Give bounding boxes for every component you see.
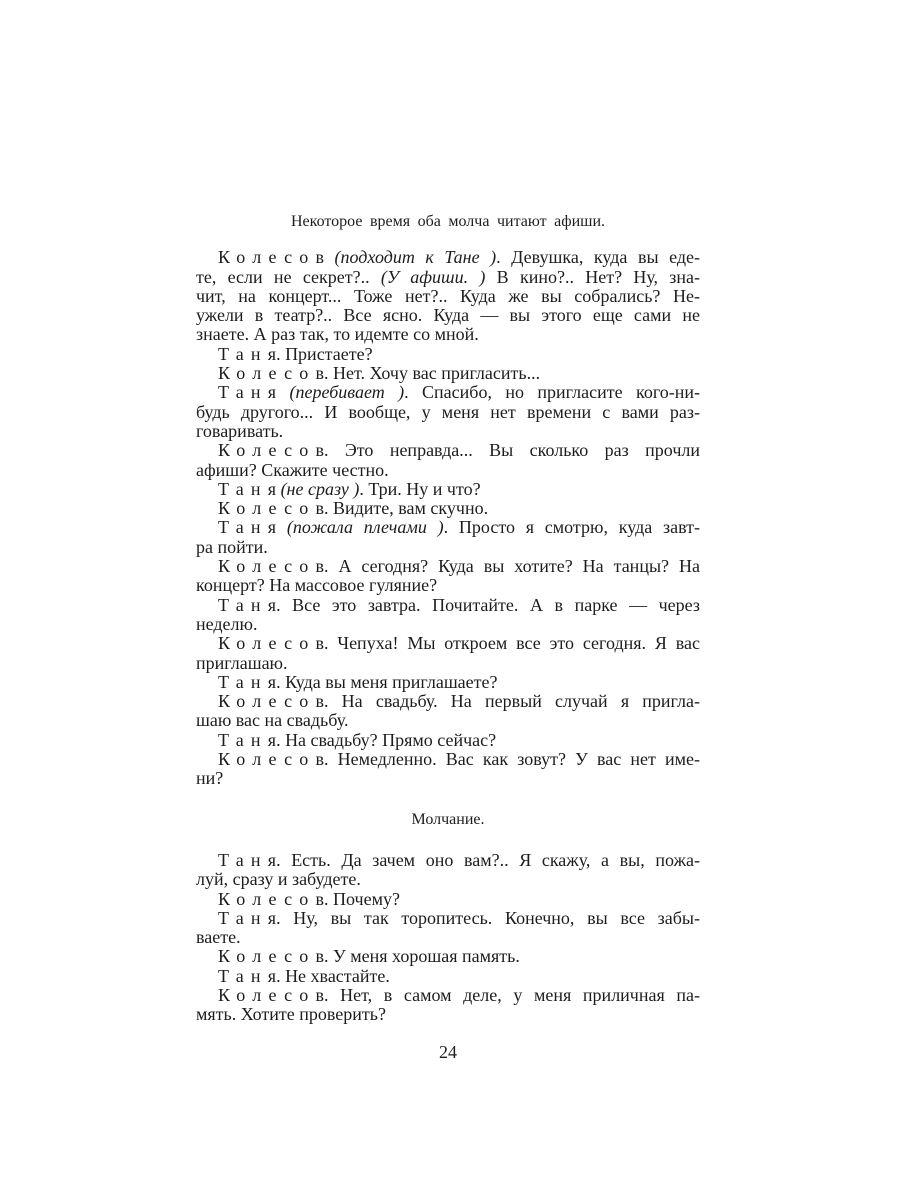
- stage-direction: [196, 810, 700, 829]
- character-name: Колесов: [218, 498, 332, 519]
- paragraph: [196, 909, 700, 948]
- character-name: Колесов: [218, 440, 332, 461]
- paragraph: [196, 890, 700, 909]
- dialogue-text: . Девушка, куда вы еде-: [496, 247, 700, 268]
- paragraph: [196, 441, 700, 480]
- character-name: Колесов: [218, 984, 332, 1005]
- paragraph: [196, 673, 700, 692]
- stage-note-inline: (перебивает ): [289, 382, 405, 403]
- paragraph: [196, 947, 700, 966]
- dialogue-text: те, если не секрет?..: [196, 266, 381, 287]
- text-line: [196, 870, 700, 889]
- character-name: Колесов: [218, 247, 332, 268]
- dialogue-text: . А сегодня? Куда вы хотите? На танцы? На: [324, 556, 700, 577]
- stage-direction: [196, 212, 700, 231]
- dialogue-text: . Спасибо, но пригласите кого-ни-: [404, 382, 701, 403]
- page-number: 24: [439, 1042, 457, 1062]
- text-line: [196, 268, 700, 287]
- dialogue-text: . Почему?: [324, 888, 400, 909]
- text-line: [196, 890, 700, 909]
- dialogue-text: [276, 517, 287, 537]
- dialogue-text: чит, на концерт... Тоже нет?.. Куда же вы собрались? Не-: [196, 285, 700, 306]
- text-line: [196, 711, 700, 730]
- paragraph: [196, 731, 700, 750]
- dialogue-text: неделю.: [196, 613, 258, 634]
- paragraph: [196, 750, 700, 789]
- text-line: [196, 287, 700, 306]
- paragraph: [196, 692, 700, 731]
- dialogue-text: В кино?.. Нет? Ну, зна-: [485, 266, 701, 287]
- dialogue-text: луй, сразу и забудете.: [196, 869, 361, 890]
- paragraph: [196, 345, 700, 364]
- character-name: Таня: [218, 343, 284, 364]
- text-line: [196, 480, 700, 499]
- text-line: [196, 596, 700, 615]
- text-line: [196, 673, 700, 692]
- dialogue-text: будь другого... И вообще, у меня нет времени с вами раз-: [196, 401, 700, 422]
- text-line: [196, 325, 700, 344]
- text-line: [196, 731, 700, 750]
- dialogue-text: . У меня хорошая память.: [324, 946, 520, 967]
- text-line: [196, 750, 700, 769]
- character-name: Колесов: [218, 946, 332, 967]
- dialogue-text: . Пристаете?: [276, 343, 373, 364]
- character-name: Таня: [218, 594, 284, 615]
- character-name: Колесов: [218, 363, 332, 384]
- character-name: Таня: [218, 729, 284, 750]
- dialogue-text: ваете.: [196, 927, 241, 948]
- text-line: [196, 769, 700, 788]
- paragraph: [196, 383, 700, 441]
- dialogue-text: говаривать.: [196, 420, 284, 441]
- stage-direction-text: Молчание.: [411, 810, 485, 828]
- dialogue-text: ужели в театр?.. Все ясно. Куда — вы этого еще сами не: [196, 305, 700, 326]
- character-name: Таня: [218, 478, 284, 499]
- text-line: [196, 634, 700, 653]
- character-name: Таня: [218, 965, 284, 986]
- dialogue-text: ни?: [196, 768, 224, 789]
- text-line: [196, 851, 700, 870]
- character-name: Таня: [218, 671, 284, 692]
- dialogue-text: . Все это завтра. Почитайте. А в парке — через: [276, 594, 700, 615]
- text-line: [196, 518, 700, 537]
- character-name: Таня: [218, 517, 284, 538]
- text-line: [196, 441, 700, 460]
- text-line: [196, 557, 700, 576]
- character-name: Колесов: [218, 888, 332, 909]
- text-block: [196, 212, 700, 1025]
- dialogue-text: ра пойти.: [196, 536, 268, 557]
- dialogue-text: знаете. А раз так, то идемте со мной.: [196, 324, 479, 345]
- dialogue-text: . На свадьбу? Прямо сейчас?: [276, 729, 497, 750]
- text-line: [196, 383, 700, 402]
- text-line: [196, 248, 700, 267]
- text-line: [196, 212, 700, 231]
- text-line: [196, 422, 700, 441]
- paragraph: [196, 967, 700, 986]
- text-line: [196, 928, 700, 947]
- paragraph: [196, 480, 700, 499]
- dialogue-text: [324, 247, 335, 267]
- dialogue-text: . Это неправда... Вы сколько раз прочли: [324, 440, 700, 461]
- dialogue-text: концерт? На массовое гуляние?: [196, 575, 438, 596]
- dialogue-text: . На свадьбу. На первый случай я пригла-: [324, 691, 700, 712]
- text-line: [196, 810, 700, 829]
- character-name: Колесов: [218, 749, 332, 770]
- text-line: [196, 306, 700, 325]
- dialogue-text: . Чепуха! Мы откроем все это сегодня. Я вас: [324, 633, 700, 654]
- text-line: [196, 967, 700, 986]
- paragraph: [196, 364, 700, 383]
- character-name: Таня: [218, 849, 284, 870]
- text-line: [196, 576, 700, 595]
- stage-note-inline: (подходит к Тане ): [334, 247, 497, 268]
- text-line: [196, 909, 700, 928]
- paragraph: [196, 851, 700, 890]
- paragraph: [196, 986, 700, 1025]
- dialogue-text: . Видите, вам скучно.: [324, 498, 489, 519]
- stage-note-inline: (не сразу ): [280, 478, 360, 499]
- paragraph: [196, 499, 700, 518]
- character-name: Колесов: [218, 556, 332, 577]
- text-line: [196, 692, 700, 711]
- text-line: [196, 654, 700, 673]
- text-line: [196, 1005, 700, 1024]
- dialogue-text: . Нет, в самом деле, у меня приличная па-: [324, 984, 700, 1005]
- text-line: [196, 403, 700, 422]
- paragraph: [196, 248, 700, 344]
- text-line: [196, 986, 700, 1005]
- dialogue-text: афиши? Скажите честно.: [196, 459, 389, 480]
- dialogue-text: . Три. Ну и что?: [359, 478, 481, 499]
- character-name: Колесов: [218, 633, 332, 654]
- character-name: Таня: [218, 907, 284, 928]
- character-name: Таня: [218, 382, 284, 403]
- text-line: [196, 947, 700, 966]
- stage-direction-text: Некоторое время оба молча читают афиши.: [290, 213, 606, 230]
- text-line: [196, 499, 700, 518]
- text-line: [196, 345, 700, 364]
- dialogue-text: . Просто я смотрю, куда завт-: [443, 517, 700, 538]
- dialogue-text: шаю вас на свадьбу.: [196, 710, 349, 731]
- dialogue-text: мять. Хотите проверить?: [196, 1004, 386, 1025]
- dialogue-text: . Нет. Хочу вас пригласить...: [324, 363, 541, 384]
- text-line: [196, 615, 700, 634]
- dialogue-text: . Не хвастайте.: [276, 965, 390, 986]
- dialogue-text: приглашаю.: [196, 652, 288, 673]
- dialogue-text: . Куда вы меня приглашаете?: [276, 671, 498, 692]
- text-line: [196, 364, 700, 383]
- paragraph: [196, 596, 700, 635]
- dialogue-text: . Немедленно. Вас как зовут? У вас нет име-: [324, 749, 700, 770]
- text-line: [196, 461, 700, 480]
- stage-note-inline: (пожала плечами ): [286, 517, 444, 538]
- paragraph: [196, 518, 700, 557]
- paragraph: [196, 557, 700, 596]
- paragraph: [196, 634, 700, 673]
- text-line: [196, 538, 700, 557]
- dialogue-text: . Есть. Да зачем оно вам?.. Я скажу, а вы, пожа-: [276, 849, 700, 870]
- dialogue-text: [276, 382, 289, 402]
- stage-note-inline: (У афиши. ): [380, 266, 486, 287]
- character-name: Колесов: [218, 691, 332, 712]
- dialogue-text: . Ну, вы так торопитесь. Конечно, вы все забы-: [276, 907, 700, 928]
